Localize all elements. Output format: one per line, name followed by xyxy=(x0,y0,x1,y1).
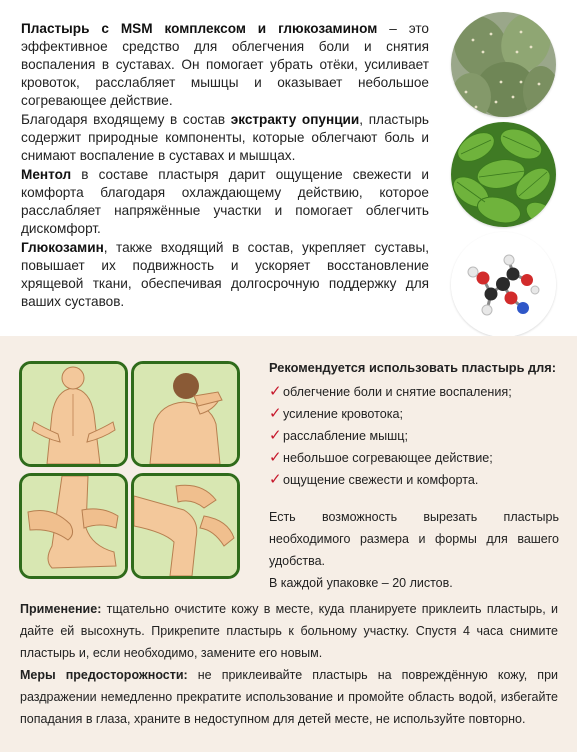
recommendation-block xyxy=(269,360,559,491)
neck-shoulder-pain-icon xyxy=(131,361,240,467)
menthol-paragraph xyxy=(21,166,429,238)
molecule-model-icon xyxy=(451,232,556,337)
instructions-block xyxy=(20,598,558,730)
ingredients-section xyxy=(0,0,577,336)
precautions-label: Меры предосторожности: xyxy=(20,668,188,682)
usage-text: тщательно очистите кожу в месте, куда планируете приклеить пластырь, и дайте ей высохнуть. Прикрепите пластырь к больному участку. Спустя 4 часа снимите пластырь и, если необходимо, замените его новым. xyxy=(20,602,558,660)
menthol-text: в составе пластыря дарит ощущение свежести и комфорта благодаря охлаждающему действию, которое расслабляет напряжённые участки и помогает облегчить дискомфорт. xyxy=(21,167,429,236)
check-icon: ✓ xyxy=(269,471,282,488)
product-title: Пластырь с MSM комплексом и глюкозамином xyxy=(21,21,378,36)
check-icon: ✓ xyxy=(269,427,282,444)
glucosamine-paragraph xyxy=(21,239,429,311)
list-item xyxy=(269,469,559,491)
precautions-paragraph xyxy=(20,664,558,730)
usage-paragraph xyxy=(20,598,558,664)
usage-label: Применение: xyxy=(20,602,102,616)
list-item-label: усиление кровотока; xyxy=(283,407,404,421)
package-count-text: В каждой упаковке – 20 листов. xyxy=(269,576,453,590)
check-icon: ✓ xyxy=(269,449,282,466)
list-item-label: ощущение свежести и комфорта. xyxy=(283,473,479,487)
list-item-label: небольшое согревающее действие; xyxy=(283,451,493,465)
opuntia-paragraph xyxy=(21,111,429,165)
ingredients-text xyxy=(21,20,429,312)
ankle-pain-icon xyxy=(19,473,128,579)
opuntia-text-before: Благодаря входящему в состав xyxy=(21,112,231,127)
check-icon: ✓ xyxy=(269,405,282,422)
list-item-label: облегчение боли и снятие воспаления; xyxy=(283,385,512,399)
list-item xyxy=(269,447,559,469)
list-item xyxy=(269,381,559,403)
opuntia-text-after: , пластырь содержит природные компоненты, которые облегчают боль и снимают воспаление в суставах и мышцах. xyxy=(21,112,429,163)
precautions-text: не приклеивайте пластырь на повреждённую кожу, при раздражении немедленно прекратите использование и промойте область водой, избегайте попадания в глаза, храните в недоступном для детей месте, не используйте повторно. xyxy=(20,668,558,726)
usage-section xyxy=(0,336,577,752)
recommendation-list xyxy=(269,381,559,491)
intro-text: – это эффективное средство для облегчения боли и снятия воспаления в суставах. Он помогает убрать отёки, усиливает кровоток, расслабляет мышцы и оказывает небольшое согревающее действие. xyxy=(21,21,429,108)
glucosamine-text: , также входящий в состав, укрепляет суставы, повышает их подвижность и ускоряет восстановление хрящевой ткани, обеспечивая долгосрочную поддержку для ваших суставов. xyxy=(21,240,429,309)
opuntia-bold: экстракту опунции xyxy=(230,112,360,127)
intro-paragraph xyxy=(21,20,429,110)
cactus-photo-icon xyxy=(451,12,556,117)
cut-info-block xyxy=(269,506,559,594)
lower-back-pain-icon xyxy=(19,361,128,467)
glucosamine-bold: Глюкозамин xyxy=(21,240,104,255)
check-icon: ✓ xyxy=(269,383,282,400)
list-item-label: расслабление мышц; xyxy=(283,429,408,443)
recommendation-title: Рекомендуется использовать пластырь для: xyxy=(269,360,557,375)
list-item xyxy=(269,403,559,425)
knee-pain-icon xyxy=(131,473,240,579)
mint-leaves-photo-icon xyxy=(451,122,556,227)
menthol-bold: Ментол xyxy=(21,167,72,182)
cut-info-text: Есть возможность вырезать пластырь необходимого размера и формы для вашего удобства. xyxy=(269,510,559,568)
list-item xyxy=(269,425,559,447)
